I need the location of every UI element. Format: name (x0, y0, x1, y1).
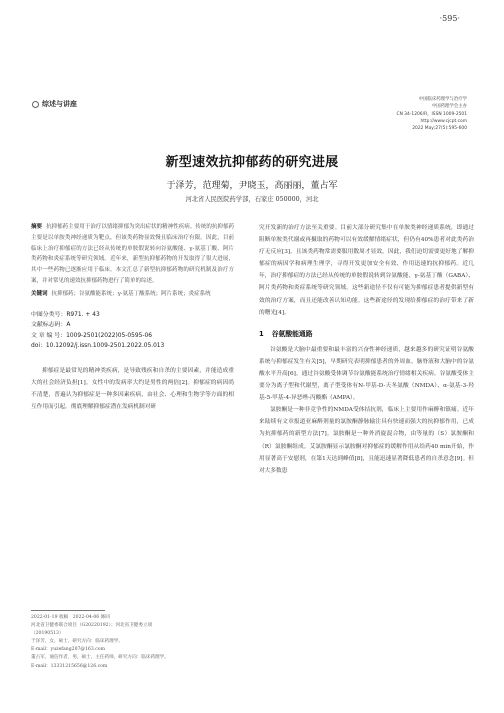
section-paragraph: 氯胺酮是一种非竞争性的NMDA受体拮抗剂，临床上主要用作麻醉和镇痛。近年来陆续有文章报道亚麻醉剂量的氯胺酮静脉输注具有快速而强大的抗抑郁作用，已成为抗抑郁药的新型方法[7]。氯胺酮是一种外消旋混合物，由等量的（S）氯胺酮和（R）氯胺酮组成。艾氯胺酮显示氯胺酮对抑郁症的缓解作用从给药40 min开始，作用显著高于安慰剂，在第1天达到峰值[8]，且能迅速显著降低患者的自杀意念[9]。但对大多数患 (259, 407, 474, 474)
footnote-divider (31, 610, 105, 611)
journal-line: 2022 May;27(5):595-600 (412, 126, 467, 132)
section-heading (259, 328, 474, 338)
footnote (31, 610, 234, 671)
footnote-line: 2022-01-19 收稿 2022-04-06 修回 (31, 615, 110, 620)
footnote-line: E-mail：yuzefang207@163.com (31, 647, 105, 653)
clc-number: 中图分类号：R971. + 43 (31, 311, 100, 318)
intro-paragraph: 抑郁症是最常见的精神类疾病，是导致残疾和自杀的主要因素，并能造成重大的社会经济负担[1]。女性中的发病率大约是男性的两倍[2]。抑郁症的病因尚不清楚，普遍认为抑郁症是一种多因素疾病，由社会、心理和生物学等方面的相互作用而引起。彻底理解抑郁症潜在发病机制对研 (31, 367, 234, 411)
journal-line: CN 34-1206/R，ISSN 1009-2501 (396, 111, 467, 117)
article-authors: 于泽芳，范理菊，尹晓玉，高丽丽，董占军 (166, 181, 338, 191)
abstract (31, 222, 234, 287)
keywords (31, 289, 234, 300)
page-number: ·595· (439, 14, 460, 23)
section-title: 谷氨酸能通路 (271, 329, 313, 338)
footnote-line: 董占军，通信作者，男，硕士，主任药师，研究方向：临床药理学。 (31, 655, 169, 661)
author-affiliation: 河北省人民医院药学部，石家庄 050000，河北 (185, 196, 319, 203)
classification-info (31, 310, 234, 352)
section-paragraph: 谷氨酸是大脑中最重要和最丰富的兴奋性神经递质，越来越多的研究证明谷氨酸系统与抑郁症发生有关[5]，早期研究表明抑郁患者的外周血、脑脊液和大脑中的谷氨酸水平升高[6]。通过谷氨酸受体调节谷氨酸能系统治疗情绪相关疾病。谷氨酸受体主要分为离子型和代谢型，离子型受体有N-甲基-D-天冬氨酸（NMDA）、α-氨基-3-羟基-5-甲基-4-异恶唑-丙酸酯（AMPA）。 (259, 346, 474, 402)
footnote-line: E-mail：13331215656@126.com (31, 663, 108, 669)
document-code: 文献标志码：A (31, 322, 71, 329)
section-tag-label: 综述与讲座 (42, 100, 77, 108)
abstract-label: 摘要 (31, 224, 43, 230)
footnote-line: 于泽芳，女，硕士，研究方向：临床药理学。 (31, 639, 123, 645)
abstract-text: 抗抑郁药主要用于治疗以情绪抑郁为突出症状的精神性疾病。传统的抗抑郁药主要是以单胺类神经递质为靶点，但该类药物显效慢且临床治疗有限。因此，目前临床上治疗抑郁症的方法已经从传统的单胺假说转向谷氨酸能、γ-氨基丁酸、阿片类药物和炎症系统等研究领域。近年来，新型抗抑郁药物的开发取得了很大进展，其中一些药物已逐渐应用于临床。本文汇总了新型抗抑郁药物的研究机制及治疗方案，并对常见的速效抗抑郁药物进行了简单的综述。 (31, 224, 234, 284)
journal-line: 中国临床药理学与治疗学 (418, 97, 467, 102)
article-title: 新型速效抗抑郁药的研究进展 (165, 155, 339, 170)
keywords-label: 关键词 (31, 290, 48, 297)
section-number: 1 (259, 329, 264, 338)
intro-continued: 究开发新的治疗方法至关重要。目前大部分研究集中在单胺类神经递质系统，即通过阻断单胺类代谢或再摄取的药物可以有效缓解情绪症状，但仍有40%患者对此类药治疗无反应[3]。且该类药物常需要服用数周才显效。因此，我们迫切需要更好地了解抑郁症的病因学和病理生理学，寻得开发更加安全有效、作用迅速的抗抑郁药。近几年，治疗抑郁症的方法已经从传统的单胺假说转到谷氨酸能、γ-氨基丁酸（GABA）、阿片类药物和炎症系统等研究领域。这些新途径不仅有可能为抑郁症患者提供新型有效的治疗方案，而且还能改善认知功能。这些新途径的发现给抑郁症的治疗带来了新的曙光[4]。 (259, 225, 474, 316)
circle-bullet-icon (32, 101, 39, 108)
footnote-line: 河北省卫健委联合项目（G20220192）；河北省卫健委立项 (31, 623, 153, 629)
right-column (259, 222, 474, 477)
left-column (31, 222, 234, 413)
doi: doi：10.12092/j.issn.1009-2501.2022.05.013 (31, 343, 165, 350)
journal-info (337, 96, 467, 132)
keywords-text: 抗抑郁药；谷氨酸能系统；γ-氨基丁酸系统；阿片系统；炎症系统 (51, 290, 211, 297)
journal-line: 中国药理学会主办 (431, 104, 467, 110)
footnote-line: （20190513） (31, 631, 64, 637)
article-id: 文 章 编 号：1009-2501(2022)05-0595-06 (31, 332, 152, 339)
section-tag (32, 99, 77, 109)
journal-line: http://www.cjcpt.com (420, 118, 467, 124)
